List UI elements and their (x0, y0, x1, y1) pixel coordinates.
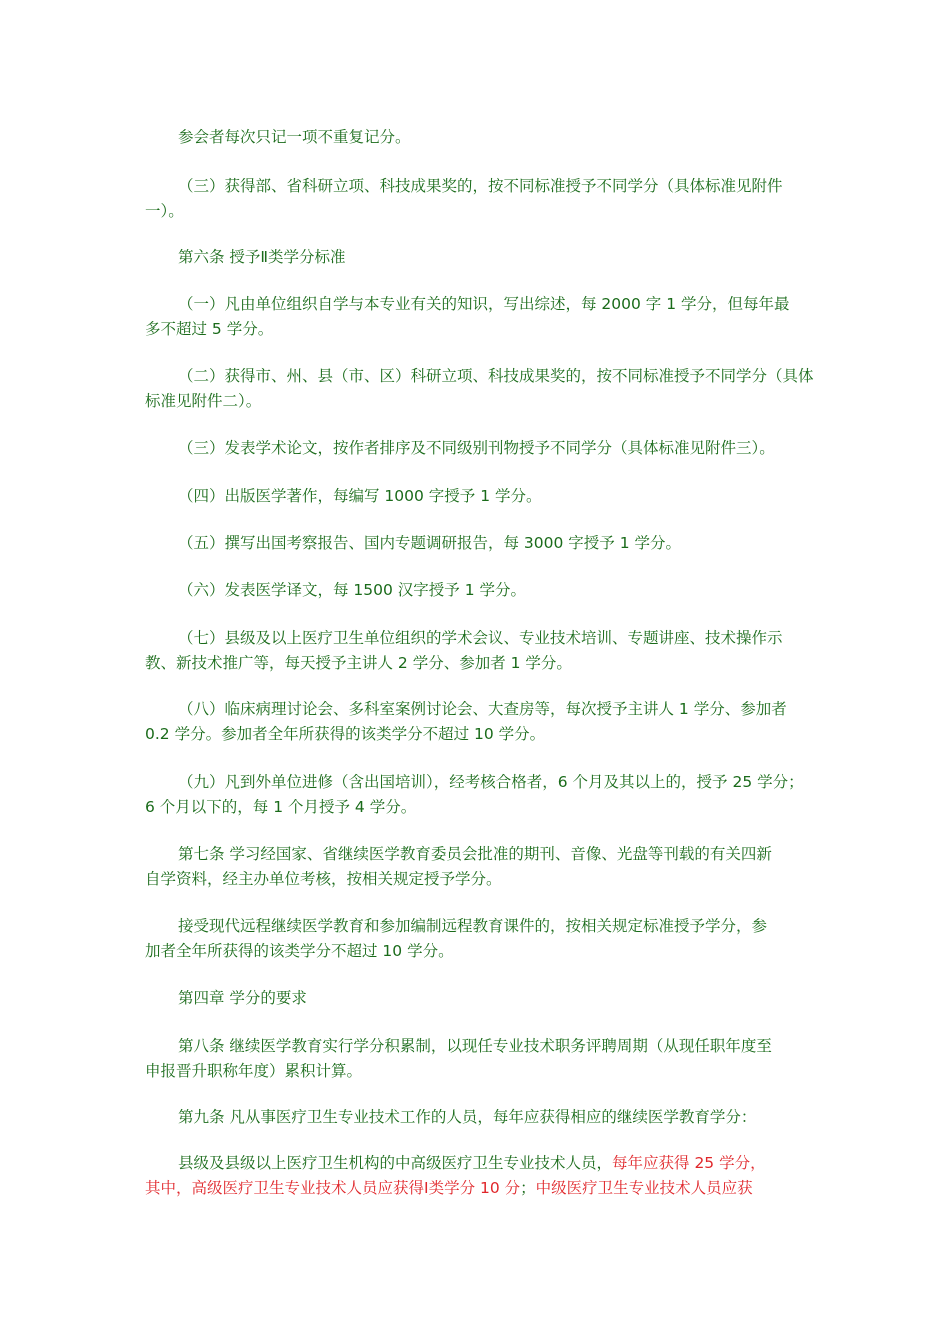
paragraph (145, 578, 809, 603)
paragraph (145, 986, 809, 1011)
paragraph-line: 接受现代远程继续医学教育和参加编制远程教育课件的，按相关规定标准授予学分，参 (178, 917, 768, 935)
paragraph (145, 1034, 809, 1084)
paragraph-line: 申报晋升职称年度）累积计算。 (145, 1062, 363, 1080)
paragraph (145, 292, 809, 342)
text-segment: ； (520, 1179, 536, 1197)
paragraph-line: 第四章 学分的要求 (178, 989, 307, 1007)
paragraph-line: 0.2 学分。参加者全年所获得的该类学分不超过 10 学分。 (145, 725, 546, 743)
paragraph-line: 多不超过 5 学分。 (145, 320, 274, 338)
paragraph-line: 第六条 授予Ⅱ类学分标准 (178, 248, 346, 266)
paragraph-line: 标准见附件二）。 (145, 392, 262, 410)
paragraph-line: 第九条 凡从事医疗卫生专业技术工作的人员，每年应获得相应的继续医学教育学分： (178, 1108, 757, 1126)
paragraph-line: （二）获得市、州、县（市、区）科研立项、科技成果奖的，按不同标准授予不同学分（具体 (178, 367, 814, 385)
paragraph (145, 842, 809, 892)
paragraph-line: 自学资料，经主办单位考核，按相关规定授予学分。 (145, 870, 502, 888)
paragraph (145, 914, 809, 964)
paragraph-line: 第七条 学习经国家、省继续医学教育委员会批准的期刊、音像、光盘等刊载的有关四新 (178, 845, 772, 863)
paragraph-line: （九）凡到外单位进修（含出国培训），经考核合格者，6 个月及其以上的，授予 25 学分； (178, 773, 804, 791)
paragraph-line: （五）撰写出国考察报告、国内专题调研报告，每 3000 字授予 1 学分。 (178, 534, 682, 552)
highlighted-text: 其中，高级医疗卫生专业技术人员应获得Ⅰ类学分 10 分 (145, 1179, 521, 1197)
paragraph-line: 第八条 继续医学教育实行学分积累制，以现任专业技术职务评聘周期（从现任职年度至 (178, 1037, 772, 1055)
paragraph (145, 245, 809, 270)
paragraph (145, 770, 809, 820)
paragraph-line: 一）。 (145, 202, 184, 220)
paragraph (145, 125, 809, 150)
paragraph-line (145, 1151, 809, 1176)
paragraph-line: （三）获得部、省科研立项、科技成果奖的，按不同标准授予不同学分（具体标准见附件 (178, 177, 783, 195)
paragraph-line: （一）凡由单位组织自学与本专业有关的知识，写出综述，每 2000 字 1 学分，但每年最 (178, 295, 790, 313)
text-segment: 县级及县级以上医疗卫生机构的中高级医疗卫生专业技术人员， (178, 1154, 613, 1172)
paragraph-line: （四）出版医学著作，每编写 1000 字授予 1 学分。 (178, 487, 542, 505)
highlighted-text: 中级医疗卫生专业技术人员应获 (535, 1179, 753, 1197)
paragraph-credit-requirement (145, 1151, 809, 1201)
paragraph-line: 参会者每次只记一项不重复记分。 (178, 128, 411, 146)
paragraph-line: （六）发表医学译文，每 1500 汉字授予 1 学分。 (178, 581, 527, 599)
paragraph-line: （八）临床病理讨论会、多科室案例讨论会、大查房等，每次授予主讲人 1 学分、参加者 (178, 700, 787, 718)
paragraph-line: 教、新技术推广等，每天授予主讲人 2 学分、参加者 1 学分。 (145, 654, 572, 672)
paragraph-line: 6 个月以下的，每 1 个月授予 4 学分。 (145, 798, 417, 816)
highlighted-text: 每年应获得 25 学分， (612, 1154, 766, 1172)
paragraph-line (145, 1176, 809, 1201)
paragraph (145, 174, 809, 224)
paragraph (145, 1105, 809, 1130)
paragraph-line: （七）县级及以上医疗卫生单位组织的学术会议、专业技术培训、专题讲座、技术操作示 (178, 629, 783, 647)
paragraph (145, 626, 809, 676)
paragraph (145, 436, 809, 461)
paragraph (145, 484, 809, 509)
paragraph-line: （三）发表学术论文，按作者排序及不同级别刊物授予不同学分（具体标准见附件三）。 (178, 439, 775, 457)
paragraph (145, 531, 809, 556)
paragraph (145, 364, 814, 414)
paragraph-line: 加者全年所获得的该类学分不超过 10 学分。 (145, 942, 454, 960)
paragraph (145, 697, 809, 747)
